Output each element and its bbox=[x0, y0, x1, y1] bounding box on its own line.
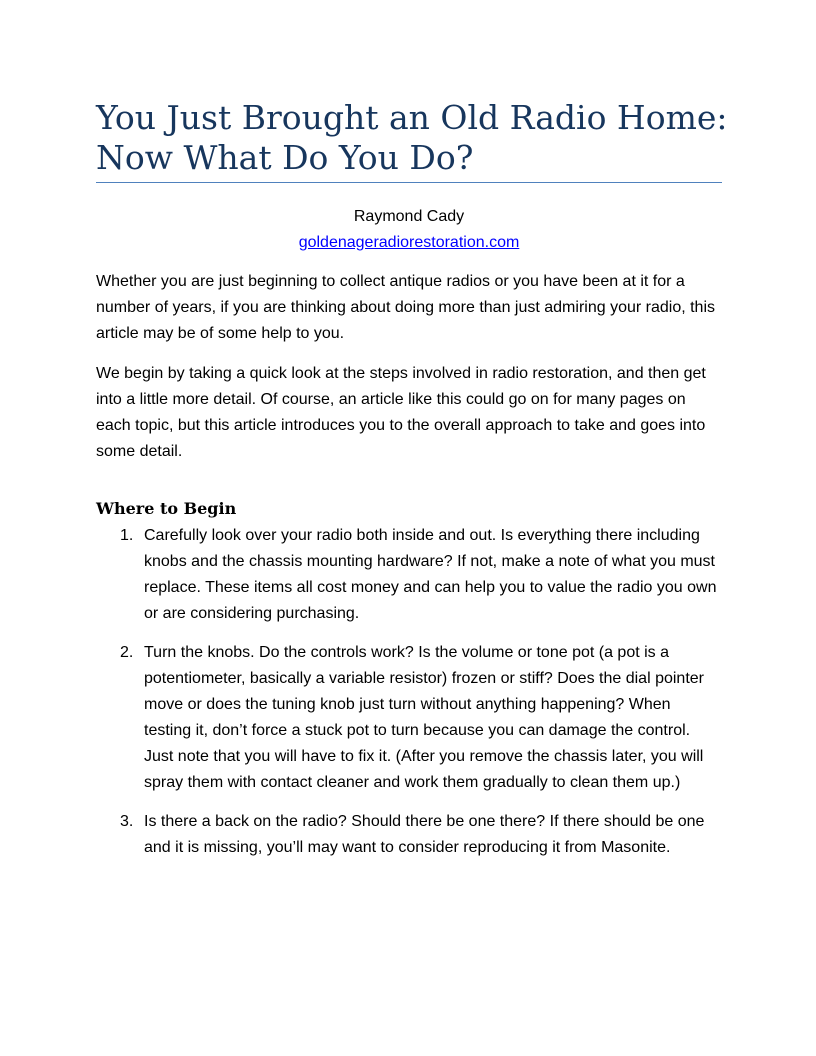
step-text: Carefully look over your radio both inside and out. Is everything there including knobs and the chassis mounting hardware? If not, make a note of what you must replace. These items all cost money and can help you to value the radio you own or are considering purchasing. bbox=[144, 527, 717, 622]
intro-paragraph: Whether you are just beginning to collect antique radios or you have been at it for a number of years, if you are thinking about doing more than just admiring your radio, this article may be of some help to you. bbox=[96, 273, 715, 342]
list-item bbox=[96, 523, 722, 627]
list-item bbox=[96, 640, 722, 796]
page-title-line-1: You Just Brought an Old Radio Home: bbox=[96, 98, 728, 137]
steps-list bbox=[96, 523, 722, 874]
step-text: Is there a back on the radio? Should there be one there? If there should be one and it is missing, you’ll may want to consider reproducing it from Masonite. bbox=[144, 813, 705, 856]
author-name: Raymond Cady bbox=[353, 208, 465, 225]
step-number: 2. bbox=[120, 644, 134, 661]
byline bbox=[96, 204, 722, 256]
step-number: 3. bbox=[120, 813, 134, 830]
step-text: Turn the knobs. Do the controls work? Is the volume or tone pot (a pot is a potentiometer, basically a variable resistor) frozen or stiff? Does the dial pointer move or does the tuning knob just turn without anything happening? When testing it, don’t force a stuck pot to turn because you can damage the control. Just note that you will have to fix it. (After you remove the chassis later, you will spray them with contact cleaner and work them gradually to clean them up.) bbox=[144, 644, 704, 791]
page-title-line-2: Now What Do You Do? bbox=[96, 138, 474, 177]
overview-paragraph: We begin by taking a quick look at the steps involved in radio restoration, and then get into a little more detail. Of course, an article like this could go on for many pages on each topic, but this article introduces you to the overall approach to take and goes into some detail. bbox=[96, 365, 706, 460]
list-item bbox=[96, 809, 722, 861]
title-block bbox=[96, 98, 728, 183]
website-link[interactable]: goldenageradiorestoration.com bbox=[298, 234, 520, 251]
step-number: 1. bbox=[120, 527, 134, 544]
section-heading: Where to Begin bbox=[96, 499, 237, 518]
